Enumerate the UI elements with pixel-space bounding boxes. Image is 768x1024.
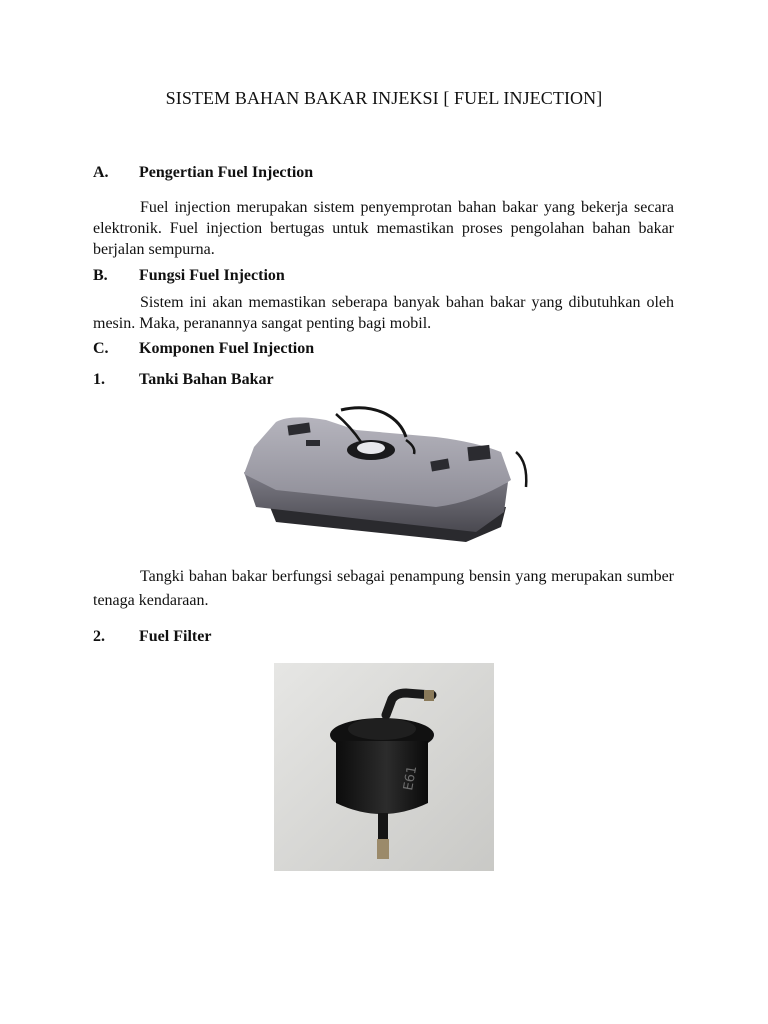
section-b-paragraph: Sistem ini akan memastikan seberapa banyak bahan bakar yang dibutuhkan oleh mesin. Maka, peranannya sangat penting bagi mobil. bbox=[93, 294, 674, 332]
section-a-paragraph: Fuel injection merupakan sistem penyemprotan bahan bakar yang bekerja secara elektronik. Fuel injection bertugas untuk memastikan proses pengolahan bahan bakar berjalan sempurna. bbox=[93, 199, 674, 258]
component-2-heading bbox=[93, 628, 211, 646]
hose-line bbox=[516, 452, 526, 487]
pipe-tip-shape bbox=[424, 690, 434, 701]
component-2-number: 2. bbox=[93, 628, 105, 645]
fuel-tank-image bbox=[236, 402, 536, 548]
section-b-heading bbox=[93, 267, 285, 285]
outlet-tip-shape bbox=[377, 839, 389, 859]
section-b-number: B. bbox=[93, 267, 108, 284]
section-a-title: Pengertian Fuel Injection bbox=[139, 164, 314, 181]
section-b-title: Fungsi Fuel Injection bbox=[139, 267, 285, 284]
tank-pad-shape bbox=[306, 440, 320, 446]
component-1-title: Tanki Bahan Bakar bbox=[139, 371, 274, 388]
component-1-heading bbox=[93, 371, 274, 389]
fuel-filter-image bbox=[274, 663, 494, 871]
filter-outlet-pipe bbox=[378, 813, 388, 839]
component-1-paragraph: Tangki bahan bakar berfungsi sebagai penampung bensin yang merupakan sumber tenaga kendaraan. bbox=[93, 568, 674, 609]
section-c-heading bbox=[93, 340, 314, 358]
filter-label: E61 bbox=[401, 764, 421, 792]
pump-cap-shape bbox=[357, 442, 385, 454]
document-title: SISTEM BAHAN BAKAR INJEKSI [ FUEL INJECTION] bbox=[165, 88, 603, 108]
component-2-title: Fuel Filter bbox=[139, 628, 212, 645]
section-a-number: A. bbox=[93, 164, 109, 181]
filter-top bbox=[348, 718, 416, 740]
section-c-title: Komponen Fuel Injection bbox=[139, 340, 315, 357]
tank-pad-shape bbox=[467, 445, 490, 461]
component-1-number: 1. bbox=[93, 371, 105, 388]
section-a-heading bbox=[93, 164, 313, 182]
section-c-number: C. bbox=[93, 340, 109, 357]
